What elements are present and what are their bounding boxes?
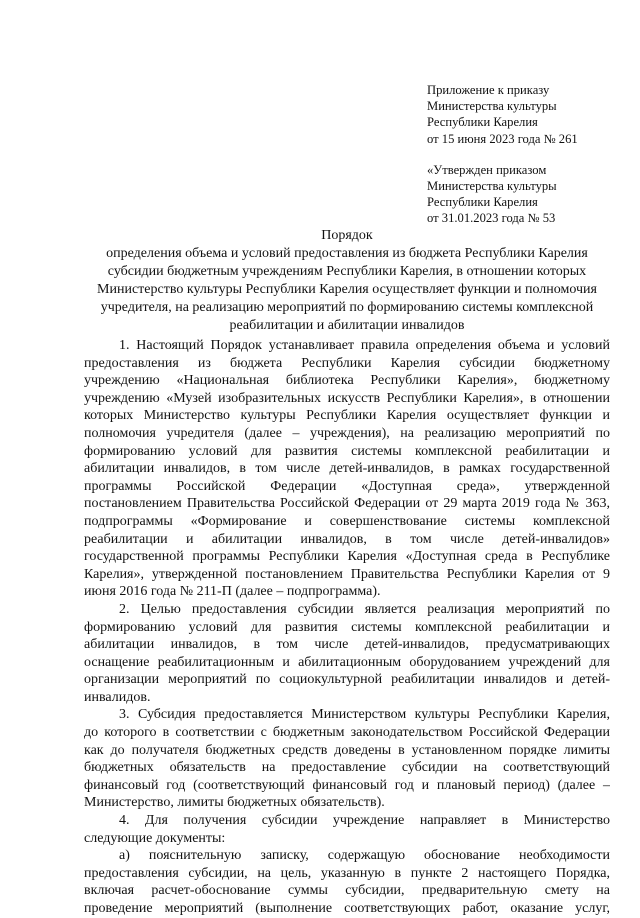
paragraph-line: формированию условий для развития системы комплексной реабилитации и [84,443,610,459]
paragraph-line: инвалидов. [84,689,151,705]
paragraph-line: оснащение реабилитационным и абилитационным оборудованием учреждений для [84,654,610,670]
paragraph-line: организации мероприятий по социокультурной реабилитации инвалидов и детей- [84,672,610,688]
paragraph-line: Министерство, лимиты бюджетных обязательств). [84,795,385,811]
paragraph-line: проведение мероприятий (выполнение соответствующих работ, оказание услуг, [84,901,610,916]
paragraph-line: следующие документы: [84,830,226,846]
paragraph-line: формированию условий для развития системы комплексной реабилитации и [84,619,610,635]
paragraph-line: постановлением Правительства Российской Федерации от 29 марта 2019 года № 363, [84,496,610,512]
paragraph-1 [84,337,610,601]
paragraph-line: бюджетных обязательств на предоставление субсидии на соответствующий [84,760,610,776]
paragraph-line: финансовый год (соответствующий финансовый год и плановый период) (далее – [84,777,610,793]
paragraph-line: 2. Целью предоставления субсидии является реализация мероприятий по [119,601,610,617]
paragraph-line: как до получателя бюджетных средств доведены в установленном порядке лимиты [84,742,610,758]
paragraph-line: предоставления субсидии, на цель, указанную в пункте 2 настоящего Порядка, [84,865,610,881]
paragraph-5 [84,847,610,917]
paragraph-line: подпрограммы «Формирование и совершенствование системы комплексной [84,513,610,529]
paragraph-line: 3. Субсидия предоставляется Министерством культуры Республики Карелия, [119,707,610,723]
paragraph-line: программы Российской Федерации «Доступная среда», утвержденной [84,478,610,494]
document-body [84,337,610,918]
title-line: определения объема и условий предоставления из бюджета Республики Карелия [106,246,588,261]
paragraph-line: абилитации инвалидов, в том числе детей-инвалидов, в рамках государственной [84,461,610,477]
approval-line: от 31.01.2023 года № 53 [427,211,556,226]
paragraph-line: включая расчет-обоснование суммы субсидии, предварительную смету на [84,883,610,899]
paragraph-line: государственной программы Республики Карелия «Доступная среда в Республике [84,549,610,565]
approval-note [427,162,627,227]
approval-line: Республики Карелия [427,195,538,210]
title-line: субсидии бюджетным учреждениям Республики Карелия, в отношении которых [107,264,587,279]
paragraph-line: учреждению «Национальная библиотека Республики Карелия», бюджетному [84,373,610,389]
appendix-line: Приложение к приказу [427,83,550,97]
paragraph-line: 1. Настоящий Порядок устанавливает правила определения объема и условий [119,338,610,353]
appendix-note [427,82,627,227]
paragraph-line: реабилитации и абилитации инвалидов, в том числе детей-инвалидов» [84,531,610,547]
approval-line: Министерства культуры [427,179,557,194]
paragraph-line: 4. Для получения субсидии учреждение направляет в Министерство [119,813,610,829]
paragraph-line: до которого в соответствии с бюджетным законодательством Российской Федерации [84,725,610,741]
appendix-line: от 15 июня 2023 года № 261 [427,131,578,146]
appendix-line: Министерства культуры [427,99,557,114]
title-line: Министерство культуры Республики Карелия осуществляет функции и полномочия [97,282,597,297]
paragraph-line: предоставления из бюджета Республики Карелия субсидии бюджетному [84,355,610,371]
title-heading: Порядок [321,228,373,243]
paragraph-line: которых Министерство культуры Республики Карелия осуществляет функции и [84,408,610,424]
paragraph-line: полномочия учредителя (далее – учреждения), на реализацию мероприятий по [84,425,610,441]
paragraph-line: а) пояснительную записку, содержащую обоснование необходимости [119,848,610,864]
paragraph-line: июня 2016 года № 211-П (далее – подпрограмма). [84,584,381,600]
appendix-line: Республики Карелия [427,115,538,130]
title-line: реабилитации и абилитации инвалидов [229,318,465,333]
paragraph-4 [84,812,610,847]
document-title [84,227,610,335]
paragraph-2 [84,601,610,707]
paragraph-3 [84,706,610,812]
paragraph-line: Карелия», утвержденной постановлением Правительства Республики Карелия от 9 [84,566,610,582]
paragraph-line: учреждению «Музей изобразительных искусств Республики Карелия», в отношении [84,390,610,406]
paragraph-line: абилитации инвалидов, в том числе детей-инвалидов, предусматривающих [84,637,610,653]
title-line: учредителя, на реализацию мероприятий по формированию системы комплексной [100,300,594,315]
approval-line: «Утвержден приказом [427,162,547,177]
